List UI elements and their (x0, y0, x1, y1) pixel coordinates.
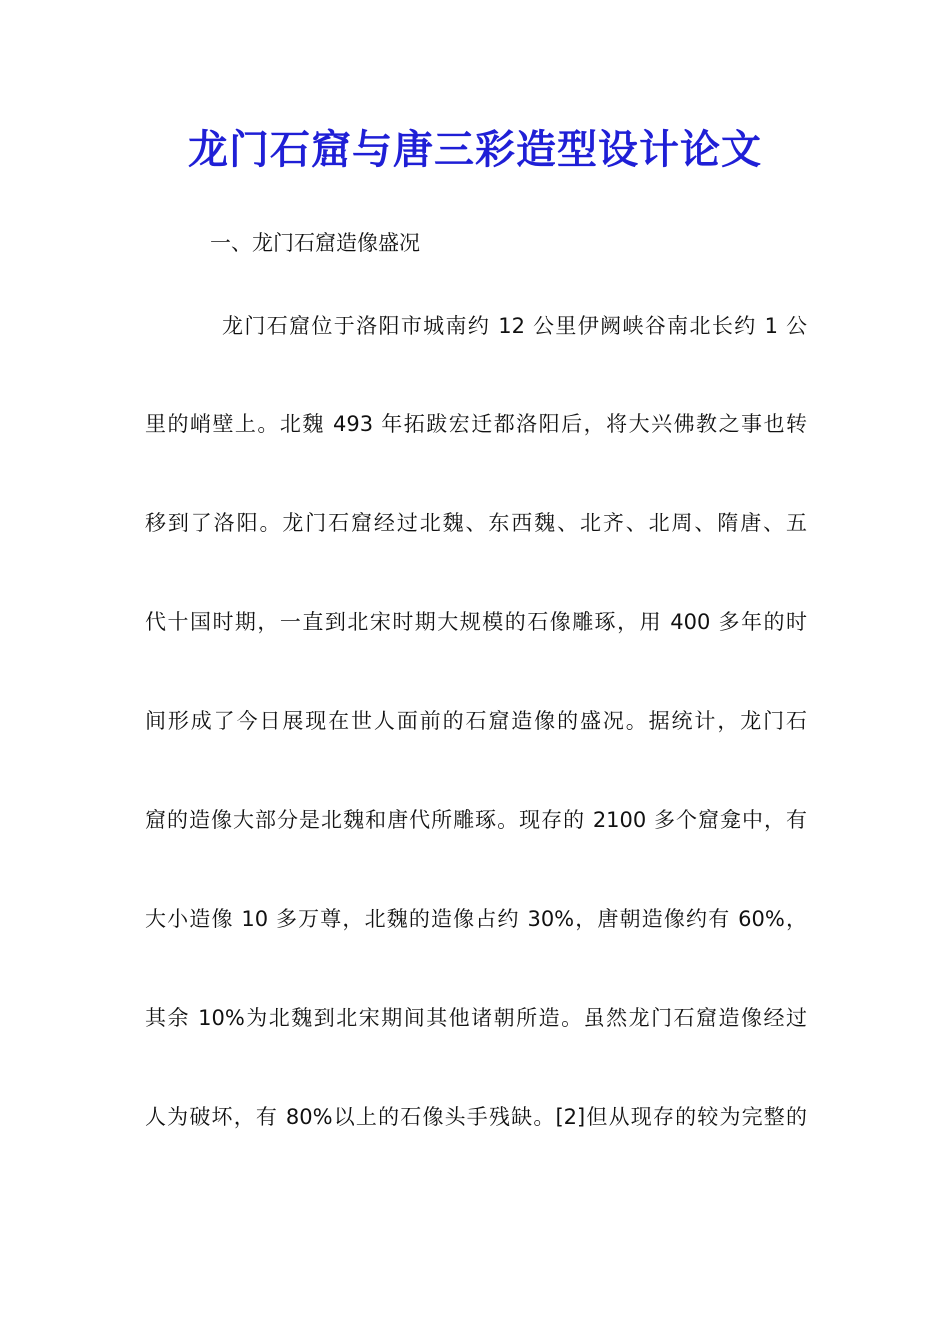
paragraph-line: 人为破坏，有 80%以上的石像头手残缺。[2]但从现存的较为完整的 (145, 1105, 807, 1129)
paragraph-line: 龙门石窟位于洛阳市城南约 12 公里伊阙峡谷南北长约 1 公 (222, 314, 807, 338)
paragraph-line: 大小造像 10 多万尊，北魏的造像占约 30%，唐朝造像约有 60%， (145, 907, 807, 931)
paragraph-line: 里的峭壁上。北魏 493 年拓跋宏迁都洛阳后，将大兴佛教之事也转 (145, 412, 807, 436)
paragraph-line: 其余 10%为北魏到北宋期间其他诸朝所造。虽然龙门石窟造像经过 (145, 1006, 807, 1030)
section-heading: 一、龙门石窟造像盛况 (210, 231, 420, 255)
paragraph-line: 窟的造像大部分是北魏和唐代所雕琢。现存的 2100 多个窟龛中，有 (145, 808, 807, 832)
paragraph-line: 代十国时期，一直到北宋时期大规模的石像雕琢，用 400 多年的时 (145, 610, 807, 634)
paragraph-line: 间形成了今日展现在世人面前的石窟造像的盛况。据统计，龙门石 (145, 709, 807, 733)
document-title: 龙门石窟与唐三彩造型设计论文 (188, 126, 762, 173)
paragraph-line: 移到了洛阳。龙门石窟经过北魏、东西魏、北齐、北周、隋唐、五 (145, 511, 807, 535)
